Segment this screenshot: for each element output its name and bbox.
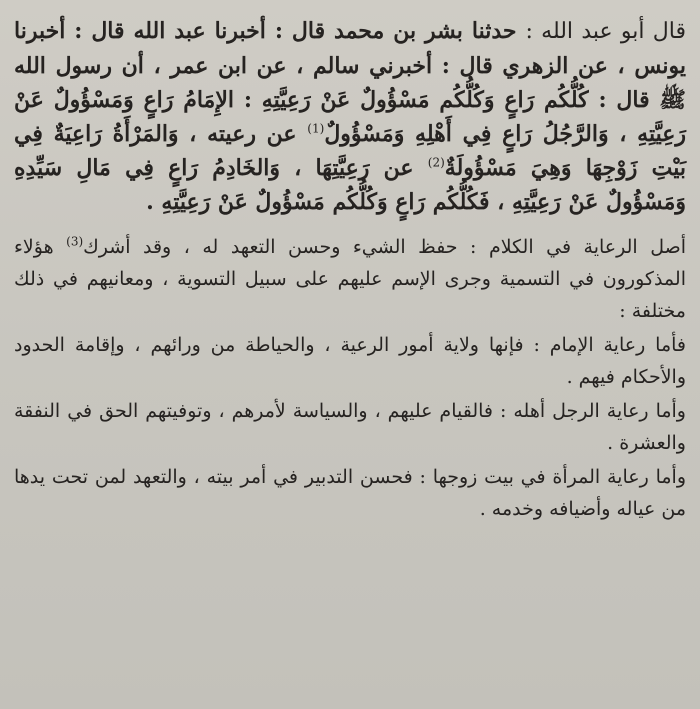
hadith-text-part2: عن رعيته ، وَالمَرْأَةُ رَاعِيَةٌ فِي بَيْتِ زَوْجِهَا وَهِيَ مَسْؤُولَةٌ [14, 121, 686, 181]
commentary-paragraph-origin [14, 231, 686, 327]
commentary-origin-text-a: أصل الرعاية في الكلام : حفظ الشيء وحسن التعهد له ، وقد أشرك [83, 236, 686, 258]
commentary-section [14, 231, 686, 525]
hadith-paragraph [14, 14, 686, 219]
commentary-paragraph-man: وأما رعاية الرجل أهله : فالقيام عليهم ، والسياسة لأمرهم ، وتوفيتهم الحق في النفقة والعشرة . [14, 400, 686, 454]
footnote-ref-3: (3) [66, 234, 84, 249]
commentary-paragraph-woman: وأما رعاية المرأة في بيت زوجها : فحسن التدبير في أمر بيته ، والتعهد لمن تحت يدها من عياله وأضيافه وخدمه . [14, 466, 686, 520]
hadith-text-part3: عن رَعِيَّتِهَا ، وَالخَادِمُ رَاعٍ فِي مَالِ سَيِّدِهِ وَمَسْؤُولٌ عَنْ رَعِيَّتِهِ ، فَكُلُّكُم رَاعٍ وَكُلُّكُم مَسْؤُولٌ عَنْ رَعِيَّتِهِ . [14, 155, 686, 215]
commentary-origin-text-b: هؤلاء المذكورون في التسمية وجرى الإسم عليهم على سبيل التسوية ، ومعانيهم في ذلك مختلفة : [14, 236, 686, 322]
hadith-text-part1: كُلُّكُم رَاعٍ وَكُلُّكُم مَسْؤُولٌ عَنْ رَعِيَّتِهِ : الإِمَامُ رَاعٍ وَمَسْؤُولٌ عَنْ رَعِيَّتِهِ ، وَالرَّجُلُ رَاعٍ فِي أَهْلِهِ وَمَسْؤُولٌ [14, 87, 686, 147]
footnote-ref-1: (1) [307, 121, 325, 136]
footnote-ref-2: (2) [427, 155, 445, 170]
hadith-intro: قال أبو عبد الله : [525, 19, 686, 44]
hadith-isnad: حدثنا بشر بن محمد قال : أخبرنا عبد الله قال : أخبرنا يونس ، عن الزهري قال : أخبرني سالم ، عن ابن عمر ، أن رسول الله ﷺ قال : [14, 18, 686, 113]
commentary-paragraph-imam: فأما رعاية الإمام : فإنها ولاية أمور الرعية ، والحياطة من ورائهم ، وإقامة الحدود والأحكام فيهم . [14, 334, 686, 388]
